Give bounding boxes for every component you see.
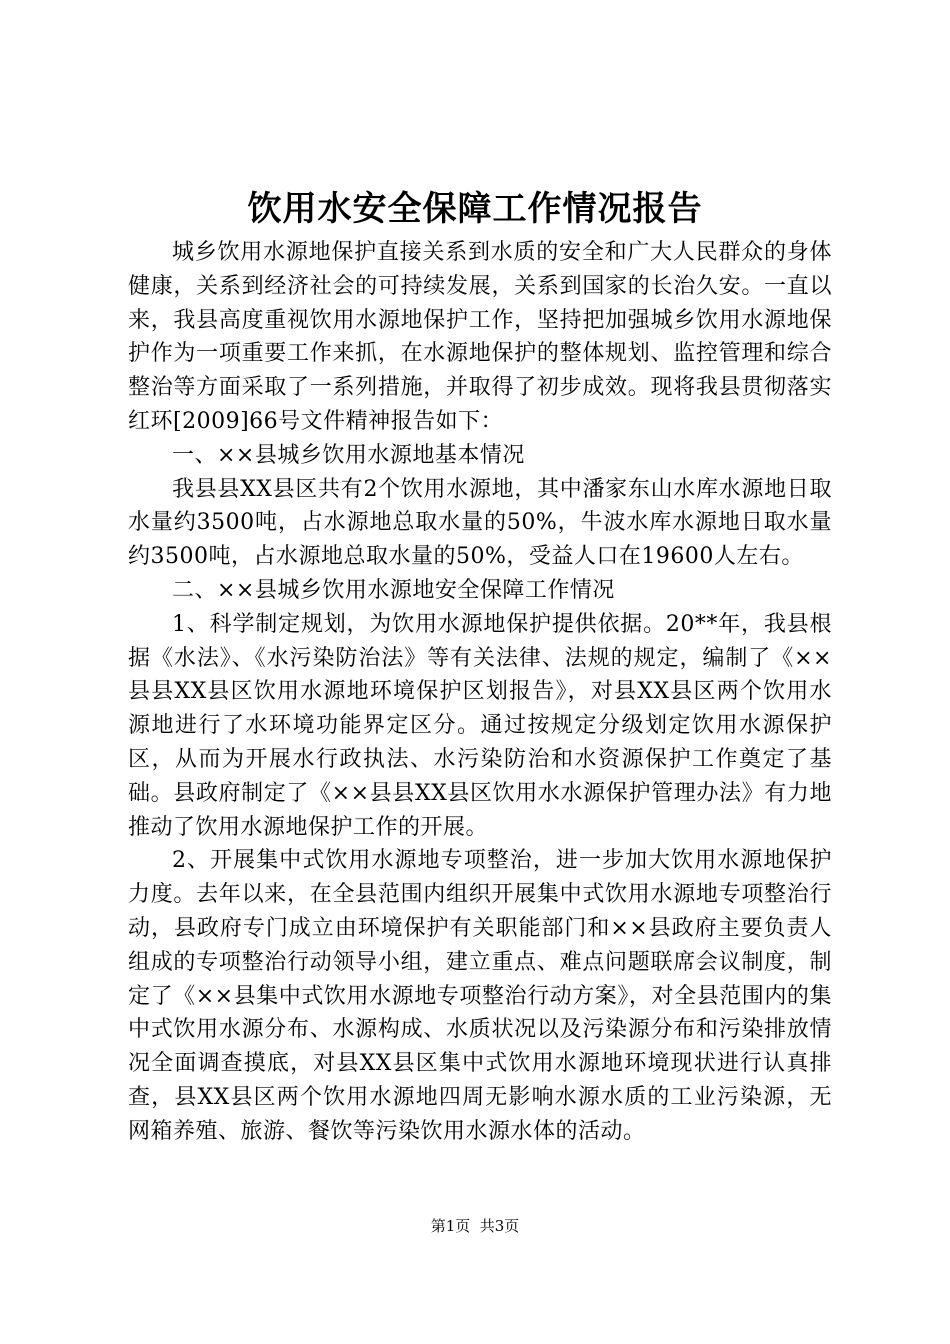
paragraph-basic-situation: 我县县XX县区共有2个饮用水源地，其中潘家东山水库水源地日取水量约3500吨，占水源地总取水量的50%，牛波水库水源地日取水量约3500吨，占水源地总取水量的50%，受益人口在19600人左右。 <box>128 476 832 570</box>
page-footer: 第1页 共3页 <box>430 1217 520 1235</box>
paragraph-item-2: 2、开展集中式饮用水源地专项整治，进一步加大饮用水源地保护力度。去年以来，在全县范围内组织开展集中式饮用水源地专项整治行动，县政府专门成立由环境保护有关职能部门和××县政府主要负责人组成的专项整治行动领导小组，建立重点、难点问题联席会议制度，制定了《××县集中式饮用水源地专项整治行动方案》，对全县范围内的集中式饮用水源分布、水源构成、水质状况以及污染源分布和污染排放情况全面调查摸底，对县XX县区集中式饮用水源地环境现状进行认真排查，县XX县区两个饮用水源地四周无影响水源水质的工业污染源，无网箱养殖、旅游、餐饮等污染饮用水源水体的活动。 <box>128 848 832 1144</box>
paragraph-intro: 城乡饮用水源地保护直接关系到水质的安全和广大人民群众的身体健康，关系到经济社会的可持续发展，关系到国家的长治久安。一直以来，我县高度重视饮用水源地保护工作，坚持把加强城乡饮用水源地保护作为一项重要工作来抓，在水源地保护的整体规划、监控管理和综合整治等方面采取了一系列措施，并取得了初步成效。现将我县贯彻落实红环[2009]66号文件精神报告如下： <box>128 240 832 434</box>
section-heading-2: 二、××县城乡饮用水源地安全保障工作情况 <box>172 577 615 603</box>
paragraph-item-1: 1、科学制定规划，为饮用水源地保护提供依据。20**年，我县根据《水法》、《水污染防治法》等有关法律、法规的规定，编制了《××县县XX县区饮用水源地环境保护区划报告》，对县XX县区两个饮用水源地进行了水环境功能界定区分。通过按规定分级划定饮用水源保护区，从而为开展水行政执法、水污染防治和水资源保护工作奠定了基础。县政府制定了《××县县XX县区饮用水水源保护管理办法》有力地推动了饮用水源地保护工作的开展。 <box>128 611 832 840</box>
document-title: 饮用水安全保障工作情况报告 <box>247 189 703 229</box>
section-heading-1: 一、××县城乡饮用水源地基本情况 <box>172 442 525 468</box>
document-body <box>128 236 832 1149</box>
